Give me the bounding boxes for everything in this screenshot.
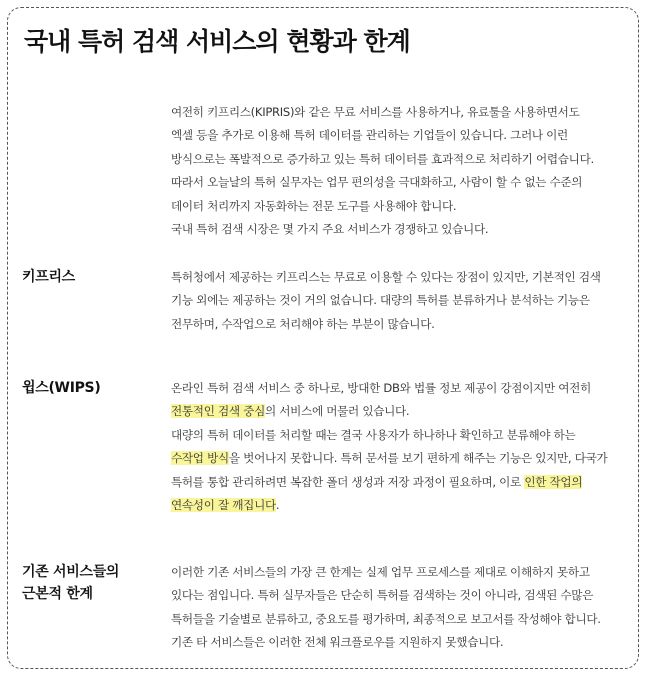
text-line: 따라서 오늘날의 특허 실무자는 업무 편의성을 극대화하고, 사람이 할 수 없는 수준의 [171,175,583,190]
label-line: 윕스(WIPS) [22,380,101,396]
text-line [171,494,631,517]
text-line [171,313,631,336]
text-line [171,561,631,584]
text-line [171,377,631,400]
text-run: 있다는 점입니다. 특허 실무자들은 단순히 특허를 검색하는 것이 아니라, 검색된 수많은 [171,588,594,603]
text-line: 국내 특허 검색 시장은 몇 가지 주요 서비스가 경쟁하고 있습니다. [171,222,489,237]
text-line [171,424,631,447]
section-label-limits [22,561,119,605]
label-line: 키프리스 [22,269,75,285]
highlighted-text: 전통적인 검색 중심 [171,404,265,419]
page-title: 국내 특허 검색 서비스의 현황과 한계 [24,27,410,56]
text-line [171,608,631,631]
section-body-kipris [171,266,631,336]
text-run: 기존 타 서비스들은 이러한 전체 워크플로우를 지원하지 못했습니다. [171,635,504,650]
text-line [171,447,631,470]
text-run: 을 벗어나지 못합니다. 특허 문서를 보기 편하게 해주는 기능은 있지만, 다국가 [228,451,608,466]
text-run: 이러한 기존 서비스들의 가장 큰 한계는 실제 업무 프로세스를 제대로 이해하지 못하고 [171,565,590,579]
highlighted-text: 인한 작업의 [524,474,583,489]
text-run: 온라인 특허 검색 서비스 중 하나로, 방대한 DB와 법률 정보 제공이 강점이지만 여전히 [171,381,591,395]
text-run: . [275,498,280,513]
text-line [171,584,631,607]
text-line: 엑셀 등을 추가로 이용해 특허 데이터를 관리하는 기업들이 있습니다. 그러나 이런 [171,128,568,143]
section-body-wips [171,377,631,517]
highlighted-text: 연속성이 잘 깨집니다 [171,498,276,513]
text-run: 전무하며, 수작업으로 처리해야 하는 부분이 많습니다. [171,316,435,331]
text-line [171,631,631,654]
section-label-kipris [22,266,75,288]
text-line [171,266,631,289]
text-line [171,400,631,423]
text-line: 방식으로는 폭발적으로 증가하고 있는 특허 데이터를 효과적으로 처리하기 어렵습니다. [171,151,594,166]
text-run: 기능 외에는 제공하는 것이 거의 없습니다. 대량의 특허를 분류하거나 분석하는 기능은 [171,293,590,308]
highlighted-text: 수작업 방식 [171,451,229,466]
section-body-limits [171,561,631,655]
text-line: 여전히 키프리스(KIPRIS)와 같은 무료 서비스를 사용하거나, 유료툴을 사용하면서도 [171,105,580,119]
text-line [171,289,631,312]
text-run: 특허를 통합 관리하려면 복잡한 폴더 생성과 저장 과정이 필요하며, 이로 [171,474,525,489]
text-run: 특허청에서 제공하는 키프리스는 무료로 이용할 수 있다는 장점이 있지만, 기본적인 검색 [171,270,601,284]
intro-paragraph [171,101,631,241]
label-line: 기존 서비스들의 [22,564,120,580]
text-line [171,471,631,494]
text-run: 특허들을 기술별로 분류하고, 중요도를 평가하며, 최종적으로 보고서를 작성해야 합니다. [171,611,601,626]
text-line: 데이터 처리까지 자동화하는 전문 도구를 사용해야 합니다. [171,198,457,213]
text-run: 의 서비스에 머물러 있습니다. [264,404,410,419]
section-label-wips [22,377,100,399]
text-run: 대량의 특허 데이터를 처리할 때는 결국 사용자가 하나하나 확인하고 분류해야 하는 [171,427,576,442]
label-line: 근본적 한계 [22,586,93,602]
